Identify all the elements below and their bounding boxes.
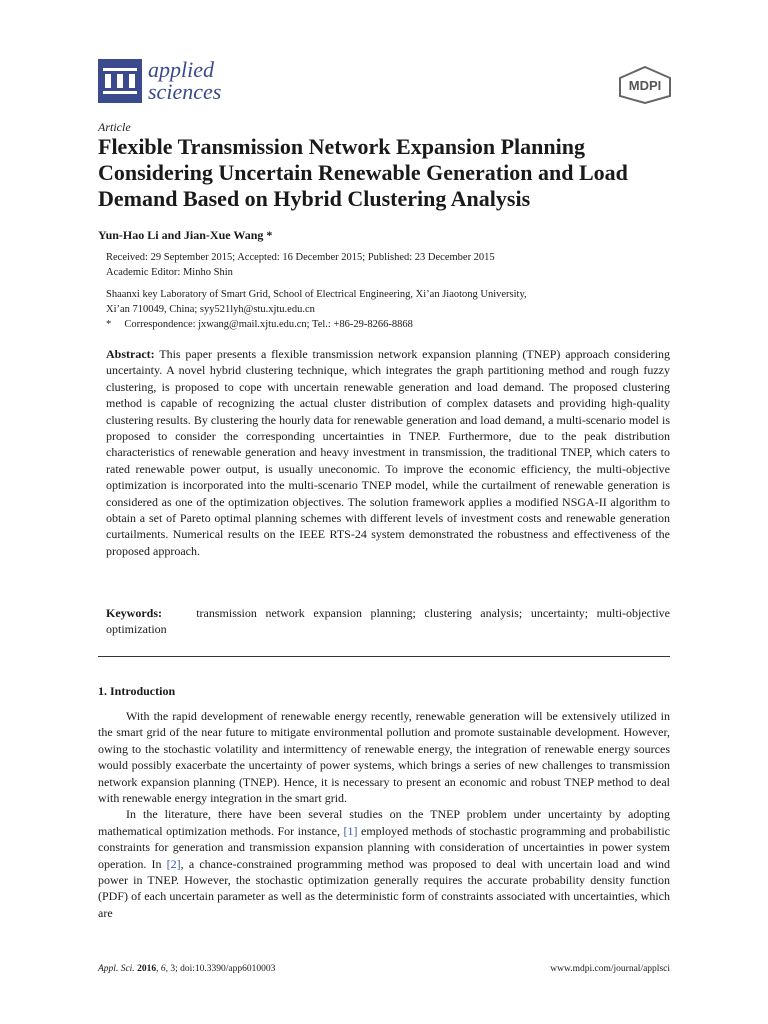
affiliation-line: Shaanxi key Laboratory of Smart Grid, School of Electrical Engineering, Xi’an Jiaotong University,: [106, 289, 527, 300]
journal-name-line2: sciences: [148, 79, 222, 104]
correspondence-line: [106, 317, 686, 332]
footer-citation: Appl. Sci. 2016, 6, 3; doi:10.3390/app6010003: [98, 964, 276, 974]
section-divider: [98, 656, 670, 657]
author-list: Yun-Hao Li and Jian-Xue Wang *: [98, 228, 273, 242]
article-type: Article: [98, 120, 131, 134]
journal-logo: [98, 58, 276, 104]
affiliation-line: Xi’an 710049, China; syy521lyh@stu.xjtu.edu.cn: [106, 304, 315, 315]
paragraph-text: In the literature, there have been several studies on the TNEP problem under uncertainty by adopting mathematical optimization methods. For instance,: [98, 807, 670, 838]
publication-dates: [106, 250, 686, 280]
paragraph: [98, 806, 670, 921]
abstract-text: This paper presents a flexible transmission network expansion planning (TNEP) approach considering uncertainty. A novel hybrid clustering technique, which integrates the graph partitioning method and rough fuzzy clustering, is proposed to cope with uncertain renewable generation and load demand. The proposed clustering method is capable of recognizing the actual cluster distribution of complex datasets and providing high-quality clustering results. By clustering the hourly data for renewable generation and load demand, a multi-scenario model is proposed to consider the corresponding uncertainties in TNEP. Furthermore, due to the peak distribution characteristics of renewable generation and heavy investment in transmission, the traditional TNEP, which caters to rated renewable power output, is usually uneconomic. To improve the economic efficiency, the multi-objective optimization is incorporated into the multi-scenario TNEP model, while the curtailment of renewable generation is considered as one of the optimization objectives. The solution framework applies a modified NSGA-II algorithm to obtain a set of Pareto optimal planning schemes with different levels of investment costs and renewable generation curtailments. Numerical results on the IEEE RTS-24 system demonstrated the robustness and effectiveness of the proposed approach.: [106, 347, 670, 558]
correspondence-text: Correspondence: jxwang@mail.xjtu.edu.cn; Tel.: +86-29-8266-8868: [124, 319, 413, 330]
paragraph-text: employed methods of stochastic programming and probabilistic constraints for generation and transmission expansion planning with consideration of uncertainties in power system operation. In: [98, 823, 670, 871]
mdpi-logo-text: MDPI: [628, 78, 662, 93]
paragraph: With the rapid development of renewable energy recently, renewable generation will be extensively utilized in the smart grid of the near future to mitigate environmental pollution and promote sustainable development. However, owing to the stochastic volatility and intermittency of renewable energy, the integration of renewable energy sources would possibly exacerbate the uncertainty of power systems, which brings a series of new challenges to transmission network expansion planning (TNEP). Hence, it is necessary to present an economic and robust TNEP method to deal with renewable energy integration in the smart grid.: [98, 709, 670, 806]
mdpi-logo: [618, 66, 672, 104]
keywords-label: Keywords:: [106, 606, 162, 620]
footer-volume: 6: [160, 964, 166, 974]
footer-doi: 3; doi:10.3390/app6010003: [170, 964, 276, 974]
abstract-label: Abstract:: [106, 347, 155, 361]
dates-line: Received: 29 September 2015; Accepted: 16 December 2015; Published: 23 December 2015: [106, 252, 495, 263]
paragraph-text: , a chance-constrained programming method was proposed to deal with uncertain load and wind power in TNEP. However, the stochastic optimization generally requires the accurate probability density function (PDF) of each uncertain parameter as well as the deterministic form of constraints associated with uncertainties, which are: [98, 856, 671, 920]
journal-name-line1: applied: [148, 57, 214, 82]
citation-link-1[interactable]: [1]: [343, 823, 358, 838]
journal-name: [148, 59, 221, 103]
section-heading-introduction: 1. Introduction: [98, 684, 176, 698]
correspondence-mark: *: [106, 319, 112, 330]
abstract: [106, 346, 670, 559]
citation-link-2[interactable]: [2]: [166, 856, 181, 871]
keywords-text: transmission network expansion planning; clustering analysis; uncertainty; multi-objective optimization: [106, 606, 670, 637]
academic-editor: Academic Editor: Minho Shin: [106, 267, 233, 278]
affiliation-block: [106, 287, 686, 332]
introduction-body: [98, 708, 670, 921]
footer-year: 2016: [137, 964, 157, 974]
article-title: Flexible Transmission Network Expansion Planning Considering Uncertain Renewable Generation and Load Demand Based on Hybrid Clustering Analysis: [98, 134, 628, 211]
journal-emblem-icon: [98, 59, 142, 103]
journal-abbrev: Appl. Sci.: [98, 964, 135, 974]
keywords: [106, 605, 670, 638]
footer-url[interactable]: www.mdpi.com/journal/applsci: [550, 964, 670, 974]
